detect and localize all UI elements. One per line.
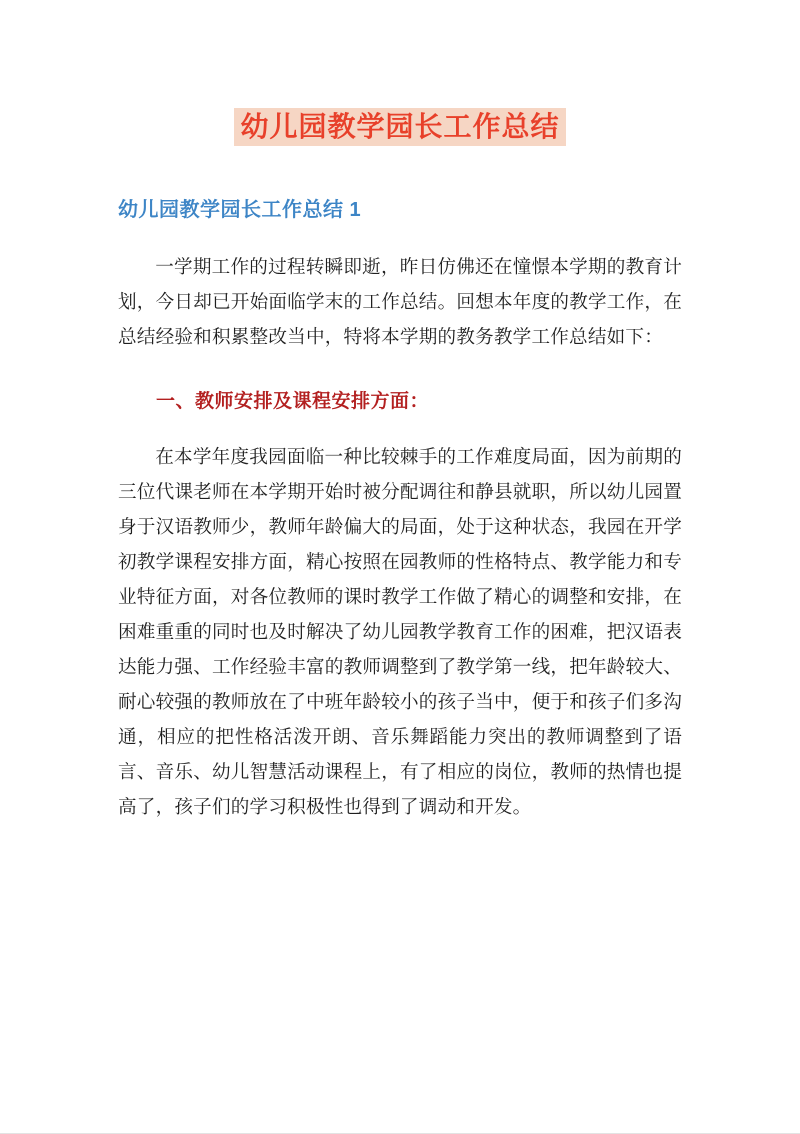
section-subheading: 幼儿园教学园长工作总结 1 [118, 199, 362, 221]
page-title-highlight: 幼儿园教学园长工作总结 [234, 108, 565, 146]
page-title [118, 0, 682, 150]
body-paragraph-2: 在本学年度我园面临一种比较棘手的工作难度局面，因为前期的三位代课老师在本学期开始时被分配调往和静县就职，所以幼儿园置身于汉语教师少，教师年龄偏大的局面，处于这种状态，我园在开学初教学课程安排方面，精心按照在园教师的性格特点、教学能力和专业特征方面，对各位教师的课时教学工作做了精心的调整和安排，在困难重重的同时也及时解决了幼儿园教学教育工作的困难，把汉语表达能力强、工作经验丰富的教师调整到了教学第一线，把年龄较大、耐心较强的教师放在了中班年龄较小的孩子当中，便于和孩子们多沟通，相应的把性格活泼开朗、音乐舞蹈能力突出的教师调整到了语言、音乐、幼儿智慧活动课程上，有了相应的岗位，教师的热情也提高了，孩子们的学习积极性也得到了调动和开发。 [118, 446, 682, 817]
section-heading-1: 一、教师安排及课程安排方面： [156, 391, 430, 412]
body-paragraph-1: 一学期工作的过程转瞬即逝，昨日仿佛还在憧憬本学期的教育计划，今日却已开始面临学末的工作总结。回想本年度的教学工作，在总结经验和积累整改当中，特将本学期的教务教学工作总结如下： [118, 256, 682, 347]
